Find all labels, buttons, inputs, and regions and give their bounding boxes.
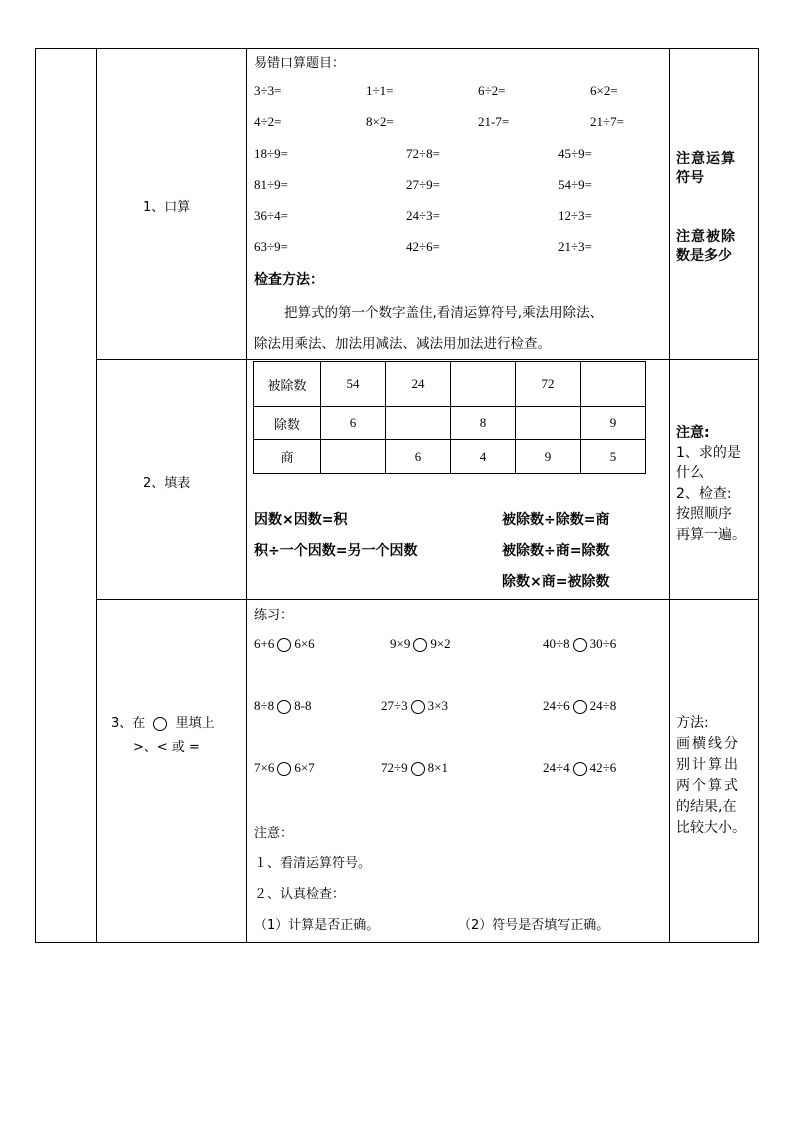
- formula-divisor: 被除数÷商=除数: [502, 543, 610, 559]
- row-divider-1: [96, 359, 759, 360]
- method-line: 两个算式: [676, 778, 740, 794]
- check-method-line2: 除法用乘法、加法用减法、减法用加法进行检查。: [254, 336, 551, 352]
- comparison-right: 3×3: [427, 698, 448, 713]
- table-cell: 4: [451, 440, 516, 474]
- table-cell: [581, 362, 646, 407]
- row1-title: 易错口算题目：: [254, 56, 346, 71]
- row2-note-line: 2、检查:: [676, 486, 732, 502]
- table-cell: 8: [451, 407, 516, 440]
- practice-title: 练习：: [254, 608, 294, 623]
- exercise: 21-7=: [478, 114, 510, 129]
- answer-circle-icon[interactable]: [573, 638, 587, 652]
- note-operator-2: 符号: [676, 170, 704, 186]
- column-divider-2: [246, 48, 247, 943]
- exercise: 27÷9=: [406, 177, 440, 192]
- exercise: 24÷3=: [406, 208, 440, 223]
- table-cell: 72: [516, 362, 581, 407]
- row2-note-title: 注意:: [676, 425, 710, 441]
- answer-circle-icon[interactable]: [573, 700, 587, 714]
- table-top-border: [35, 48, 759, 49]
- table-cell: [516, 407, 581, 440]
- table-bottom-border: [35, 942, 759, 943]
- exercise: 81÷9=: [254, 177, 288, 192]
- exercise: 63÷9=: [254, 239, 288, 254]
- comparison-item: [543, 698, 616, 714]
- exercise: 3÷3=: [254, 83, 282, 98]
- table-left-border: [35, 48, 36, 943]
- row3-label-a: 3、在: [111, 716, 146, 731]
- comparison-left: 6+6: [254, 636, 275, 651]
- method-line: 方法:: [676, 715, 709, 731]
- note-dividend-2: 数是多少: [676, 248, 732, 264]
- note-operator: 注意运算: [676, 151, 736, 167]
- comparison-left: 7×6: [254, 760, 275, 775]
- check-method-title: 检查方法：: [254, 272, 324, 288]
- row3-label-c: >、< 或 =: [133, 740, 200, 755]
- comparison-item: [381, 760, 448, 776]
- row-divider-2: [96, 599, 759, 600]
- formula-product: 因数×因数=积: [254, 512, 348, 528]
- comparison-item: [390, 636, 451, 652]
- comparison-right: 8×1: [427, 760, 448, 775]
- exercise: 21÷7=: [590, 114, 624, 129]
- exercise: 6÷2=: [478, 83, 506, 98]
- comparison-right: 6×6: [294, 636, 315, 651]
- row3-note-line3a: （1）计算是否正确。: [254, 918, 380, 933]
- table-cell: 商: [254, 440, 321, 474]
- comparison-left: 27÷3: [381, 698, 408, 713]
- formula-dividend: 除数×商=被除数: [502, 574, 610, 590]
- note-dividend: 注意被除: [676, 229, 736, 245]
- column-divider-3: [669, 48, 670, 943]
- comparison-left: 9×9: [390, 636, 411, 651]
- exercise: 1÷1=: [366, 83, 394, 98]
- check-method-line1: 把算式的第一个数字盖住,看清运算符号,乘法用除法、: [284, 305, 604, 321]
- comparison-item: [381, 698, 448, 714]
- row3-note-line1: １、看清运算符号。: [254, 856, 372, 871]
- exercise: 54÷9=: [558, 177, 592, 192]
- table-cell: 9: [581, 407, 646, 440]
- column-divider-1: [96, 48, 97, 943]
- exercise: 6×2=: [590, 83, 618, 98]
- comparison-right: 30÷6: [589, 636, 617, 651]
- comparison-left: 24÷6: [543, 698, 570, 713]
- table-cell: 6: [321, 407, 386, 440]
- table-cell: 6: [386, 440, 451, 474]
- formula-quotient: 被除数÷除数=商: [502, 512, 610, 528]
- comparison-right: 24÷8: [589, 698, 617, 713]
- exercise: 4÷2=: [254, 114, 282, 129]
- answer-circle-icon[interactable]: [277, 638, 291, 652]
- comparison-left: 8÷8: [254, 698, 275, 713]
- row2-label: 2、填表: [143, 476, 191, 491]
- answer-circle-icon[interactable]: [277, 700, 291, 714]
- exercise: 36÷4=: [254, 208, 288, 223]
- table-cell: [321, 440, 386, 474]
- comparison-left: 72÷9: [381, 760, 408, 775]
- table-cell: [386, 407, 451, 440]
- row1-label: 1、口算: [143, 200, 191, 215]
- answer-circle-icon[interactable]: [411, 762, 425, 776]
- table-cell: 被除数: [254, 362, 321, 407]
- comparison-item: [254, 698, 311, 714]
- method-line: 画横线分: [676, 736, 740, 752]
- comparison-item: [543, 636, 616, 652]
- formula-factor: 积÷一个因数=另一个因数: [254, 543, 418, 559]
- row3-note-line3b: （2）符号是否填写正确。: [458, 918, 610, 933]
- comparison-item: [543, 760, 616, 776]
- row3-label-b: 里填上: [175, 716, 215, 731]
- comparison-right: 6×7: [294, 760, 315, 775]
- answer-circle-icon[interactable]: [413, 638, 427, 652]
- comparison-right: 8-8: [294, 698, 312, 713]
- row2-note-line: 1、求的是: [676, 445, 741, 461]
- row3-label: [111, 712, 215, 731]
- table-cell: 9: [516, 440, 581, 474]
- answer-circle-icon[interactable]: [277, 762, 291, 776]
- row3-note-title: 注意：: [254, 826, 294, 841]
- row2-note-line: 什么: [676, 465, 704, 481]
- answer-circle-icon[interactable]: [573, 762, 587, 776]
- exercise: 45÷9=: [558, 146, 592, 161]
- fill-in-table: [253, 361, 646, 474]
- exercise: 72÷8=: [406, 146, 440, 161]
- table-cell: 24: [386, 362, 451, 407]
- comparison-right: 9×2: [430, 636, 451, 651]
- method-line: 别计算出: [676, 757, 740, 773]
- comparison-left: 24÷4: [543, 760, 570, 775]
- row3-note-line2: ２、认真检查：: [254, 887, 346, 902]
- exercise: 42÷6=: [406, 239, 440, 254]
- row2-note-line: 按照顺序: [676, 506, 732, 522]
- method-line: 的结果,在: [676, 799, 737, 815]
- comparison-right: 42÷6: [589, 760, 617, 775]
- exercise: 21÷3=: [558, 239, 592, 254]
- exercise: 12÷3=: [558, 208, 592, 223]
- comparison-item: [254, 636, 315, 652]
- table-cell: [451, 362, 516, 407]
- comparison-left: 40÷8: [543, 636, 570, 651]
- comparison-item: [254, 760, 315, 776]
- exercise: 18÷9=: [254, 146, 288, 161]
- table-cell: 5: [581, 440, 646, 474]
- circle-icon: [153, 717, 167, 731]
- table-cell: 54: [321, 362, 386, 407]
- table-right-border: [758, 48, 759, 943]
- answer-circle-icon[interactable]: [411, 700, 425, 714]
- table-cell: 除数: [254, 407, 321, 440]
- method-line: 比较大小。: [676, 820, 746, 836]
- exercise: 8×2=: [366, 114, 394, 129]
- row2-note-line: 再算一遍。: [676, 527, 746, 543]
